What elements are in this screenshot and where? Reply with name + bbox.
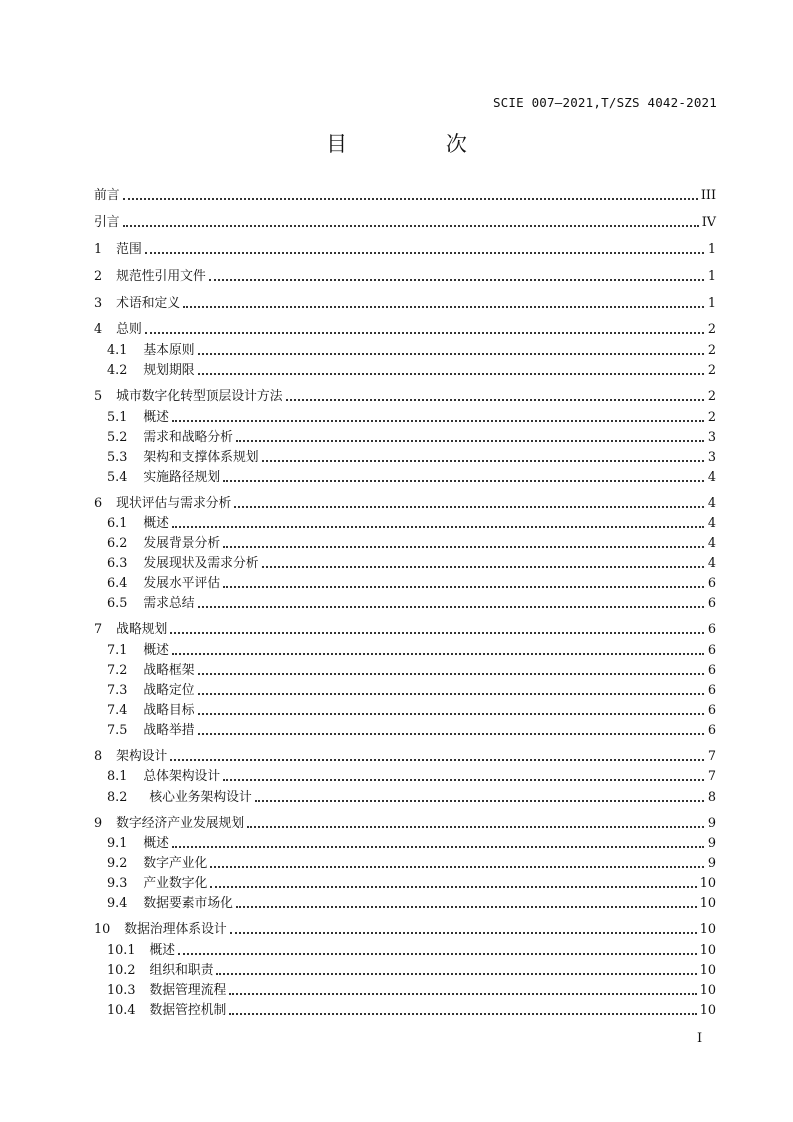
toc-dot-leader: [123, 198, 698, 200]
toc-entry-label: 战略定位: [143, 683, 195, 698]
toc-entry-page: 10: [699, 943, 716, 958]
toc-dot-leader: [172, 526, 704, 528]
toc-entry-number: 5: [94, 389, 103, 404]
toc-entry[interactable]: [107, 1002, 716, 1020]
toc-dot-leader: [247, 826, 704, 828]
toc-entry[interactable]: [107, 768, 716, 786]
toc-entry[interactable]: [94, 321, 716, 339]
toc-entry-label: 实施路径规划: [143, 470, 221, 485]
toc-entry[interactable]: [107, 835, 716, 853]
toc-entry-page: 1: [707, 242, 716, 257]
toc-entry[interactable]: [94, 268, 716, 286]
toc-entry[interactable]: [107, 962, 716, 980]
toc-entry-page: 7: [707, 769, 716, 784]
toc-entry-label: 规范性引用文件: [116, 269, 206, 284]
toc-entry-number: 10.2: [107, 963, 136, 978]
toc-entry-number: 9.3: [107, 876, 128, 891]
toc-dot-leader: [210, 886, 696, 888]
toc-entry-number: 9.1: [107, 836, 128, 851]
toc-entry-page: IV: [701, 215, 716, 230]
toc-entry-label: 战略框架: [143, 663, 195, 678]
toc-entry-number: 5.4: [107, 470, 128, 485]
toc-entry-number: 7.5: [107, 723, 128, 738]
toc-entry-number: 4.1: [107, 343, 128, 358]
toc-entry-label: 概述: [143, 643, 169, 658]
toc-entry-page: 4: [707, 516, 716, 531]
toc-dot-leader: [198, 713, 704, 715]
toc-entry[interactable]: [107, 895, 716, 913]
toc-entry-label: 总体架构设计: [143, 769, 221, 784]
toc-entry-label: 需求和战略分析: [143, 430, 233, 445]
toc-entry-label: 概述: [143, 836, 169, 851]
page-title: 目 次: [326, 132, 513, 156]
toc-entry-label: 战略目标: [143, 703, 195, 718]
toc-entry-label: 引言: [94, 215, 120, 230]
toc-entry-label: 架构和支撑体系规划: [143, 450, 259, 465]
toc-entry-number: 7: [94, 622, 103, 637]
toc-entry[interactable]: [107, 642, 716, 660]
toc-entry-page: 2: [707, 343, 716, 358]
toc-entry-label: 产业数字化: [143, 876, 208, 891]
toc-entry-page: 9: [707, 816, 716, 831]
page-number: I: [697, 1031, 703, 1046]
toc-entry-page: 10: [699, 922, 716, 937]
toc-entry-page: 6: [707, 622, 716, 637]
toc-entry[interactable]: [94, 748, 716, 766]
toc-entry[interactable]: [94, 295, 716, 313]
toc-entry-number: 10: [94, 922, 111, 937]
toc-entry-label: 数据管控机制: [149, 1003, 227, 1018]
toc-entry-page: 2: [707, 322, 716, 337]
toc-entry-page: 2: [707, 410, 716, 425]
toc-entry[interactable]: [107, 942, 716, 960]
toc-entry-label: 现状评估与需求分析: [116, 496, 232, 511]
toc-entry-label: 数字产业化: [143, 856, 208, 871]
toc-entry-number: 3: [94, 296, 103, 311]
toc-entry-number: 8.2: [107, 790, 128, 805]
toc-entry-label: 术语和定义: [116, 296, 181, 311]
toc-dot-leader: [145, 332, 704, 334]
toc-dot-leader: [223, 546, 704, 548]
toc-entry-label: 数据管理流程: [149, 983, 227, 998]
toc-entry-label: 战略举措: [143, 723, 195, 738]
toc-dot-leader: [230, 932, 697, 934]
toc-entry-number: 7.3: [107, 683, 128, 698]
toc-entry[interactable]: [107, 362, 716, 380]
toc-dot-leader: [172, 653, 704, 655]
toc-dot-leader: [223, 480, 704, 482]
toc-dot-leader: [229, 993, 696, 995]
document-code: SCIE 007—2021,T/SZS 4042-2021: [492, 95, 717, 110]
toc-dot-leader: [229, 1013, 696, 1015]
toc-entry-number: 4: [94, 322, 103, 337]
toc-entry-page: III: [700, 188, 716, 203]
toc-entry-label: 概述: [143, 516, 169, 531]
toc-entry-page: 4: [707, 496, 716, 511]
toc-entry[interactable]: [94, 921, 716, 939]
toc-entry-label: 发展现状及需求分析: [143, 556, 259, 571]
toc-entry-number: 6.1: [107, 516, 128, 531]
toc-entry[interactable]: [107, 429, 716, 447]
toc-dot-leader: [198, 693, 704, 695]
toc-entry-page: 10: [699, 896, 716, 911]
toc-entry-number: 9.4: [107, 896, 128, 911]
toc-entry-page: 7: [707, 749, 716, 764]
toc-entry-page: 8: [707, 790, 716, 805]
toc-entry-number: 7.4: [107, 703, 128, 718]
toc-entry-label: 需求总结: [143, 596, 195, 611]
toc-entry-number: 6.5: [107, 596, 128, 611]
toc-entry-page: 3: [707, 430, 716, 445]
toc-entry-number: 1: [94, 242, 103, 257]
toc-entry-page: 3: [707, 450, 716, 465]
toc-dot-leader: [178, 953, 697, 955]
toc-entry-label: 数字经济产业发展规划: [116, 816, 245, 831]
toc-entry-page: 1: [707, 269, 716, 284]
toc-entry[interactable]: [94, 241, 716, 259]
toc-entry-number: 5.2: [107, 430, 128, 445]
toc-dot-leader: [223, 779, 704, 781]
toc-entry[interactable]: [107, 575, 716, 593]
toc-entry-page: 6: [707, 723, 716, 738]
toc-entry-page: 6: [707, 663, 716, 678]
toc-entry-number: 5.1: [107, 410, 128, 425]
toc-entry-page: 6: [707, 596, 716, 611]
toc-entry[interactable]: [94, 495, 716, 513]
toc-entry[interactable]: [94, 214, 716, 232]
toc-entry[interactable]: [107, 789, 716, 807]
toc-entry-label: 发展背景分析: [143, 536, 221, 551]
toc-dot-leader: [262, 460, 704, 462]
toc-entry[interactable]: [107, 469, 716, 487]
toc-entry-page: 10: [699, 1003, 716, 1018]
toc-entry-page: 2: [707, 363, 716, 378]
toc-dot-leader: [198, 673, 704, 675]
toc-dot-leader: [262, 566, 704, 568]
toc-entry[interactable]: [107, 515, 716, 533]
toc-dot-leader: [209, 279, 704, 281]
toc-dot-leader: [172, 420, 704, 422]
toc-entry-page: 10: [699, 963, 716, 978]
toc-entry-number: 7.1: [107, 643, 128, 658]
toc-entry-number: 7.2: [107, 663, 128, 678]
toc-entry-page: 9: [707, 856, 716, 871]
toc-entry[interactable]: [107, 409, 716, 427]
toc-entry-page: 10: [699, 876, 716, 891]
toc-entry[interactable]: [107, 595, 716, 613]
toc-entry-number: 2: [94, 269, 103, 284]
toc-entry[interactable]: [107, 535, 716, 553]
toc-entry-page: 4: [707, 556, 716, 571]
toc-entry-label: 组织和职责: [149, 963, 214, 978]
toc-dot-leader: [198, 373, 704, 375]
toc-entry-label: 数据要素市场化: [143, 896, 233, 911]
toc-entry[interactable]: [107, 449, 716, 467]
toc-entry-number: 9: [94, 816, 103, 831]
toc-entry-page: 10: [699, 983, 716, 998]
toc-dot-leader: [198, 733, 704, 735]
toc-dot-leader: [145, 252, 704, 254]
toc-entry[interactable]: [94, 621, 716, 639]
toc-entry[interactable]: [94, 388, 716, 406]
toc-dot-leader: [170, 632, 704, 634]
toc-dot-leader: [172, 846, 704, 848]
toc-dot-leader: [255, 800, 704, 802]
toc-entry-number: 4.2: [107, 363, 128, 378]
toc-dot-leader: [234, 506, 704, 508]
toc-entry[interactable]: [107, 722, 716, 740]
toc-entry-number: 6.4: [107, 576, 128, 591]
toc-entry-label: 发展水平评估: [143, 576, 221, 591]
toc-entry-page: 6: [707, 643, 716, 658]
toc-dot-leader: [223, 586, 704, 588]
toc-entry-number: 8: [94, 749, 103, 764]
toc-entry-label: 基本原则: [143, 343, 195, 358]
toc-entry[interactable]: [107, 555, 716, 573]
toc-entry-page: 4: [707, 536, 716, 551]
toc-entry[interactable]: [107, 982, 716, 1000]
toc-entry-number: 9.2: [107, 856, 128, 871]
toc-entry[interactable]: [107, 662, 716, 680]
toc-entry[interactable]: [107, 875, 716, 893]
toc-dot-leader: [183, 306, 704, 308]
toc-dot-leader: [216, 973, 696, 975]
toc-entry-page: 9: [707, 836, 716, 851]
toc-entry-number: 10.4: [107, 1003, 136, 1018]
toc-entry-label: 范围: [116, 242, 142, 257]
toc-dot-leader: [286, 399, 704, 401]
toc-entry-label: 概述: [143, 410, 169, 425]
toc-entry-number: 6.3: [107, 556, 128, 571]
toc-entry-page: 6: [707, 683, 716, 698]
toc-entry-number: 6: [94, 496, 103, 511]
toc-entry-label: 核心业务架构设计: [149, 790, 252, 805]
toc-entry-number: 8.1: [107, 769, 128, 784]
toc-entry-label: 数据治理体系设计: [124, 922, 227, 937]
toc-entry[interactable]: [107, 342, 716, 360]
toc-entry-number: 5.3: [107, 450, 128, 465]
toc-dot-leader: [123, 225, 699, 227]
toc-entry[interactable]: [94, 187, 716, 205]
toc-entry[interactable]: [107, 702, 716, 720]
toc-entry-label: 规划期限: [143, 363, 195, 378]
toc-entry[interactable]: [107, 682, 716, 700]
toc-entry-number: 10.1: [107, 943, 136, 958]
toc-dot-leader: [210, 866, 704, 868]
toc-dot-leader: [236, 906, 697, 908]
toc-entry-number: 10.3: [107, 983, 136, 998]
toc-entry-label: 城市数字化转型顶层设计方法: [116, 389, 283, 404]
toc-dot-leader: [170, 759, 704, 761]
toc-entry-label: 总则: [116, 322, 142, 337]
toc-entry-page: 4: [707, 470, 716, 485]
toc-entry-label: 架构设计: [116, 749, 168, 764]
toc-dot-leader: [198, 353, 704, 355]
toc-dot-leader: [236, 440, 704, 442]
toc-entry-page: 6: [707, 703, 716, 718]
toc-entry-page: 2: [707, 389, 716, 404]
toc-entry-page: 1: [707, 296, 716, 311]
toc-entry-number: 6.2: [107, 536, 128, 551]
toc-entry-page: 6: [707, 576, 716, 591]
toc-entry-label: 战略规划: [116, 622, 168, 637]
toc-entry-label: 前言: [94, 188, 120, 203]
toc-entry[interactable]: [107, 855, 716, 873]
toc-entry-label: 概述: [149, 943, 176, 958]
toc-entry[interactable]: [94, 815, 716, 833]
toc-dot-leader: [198, 606, 704, 608]
